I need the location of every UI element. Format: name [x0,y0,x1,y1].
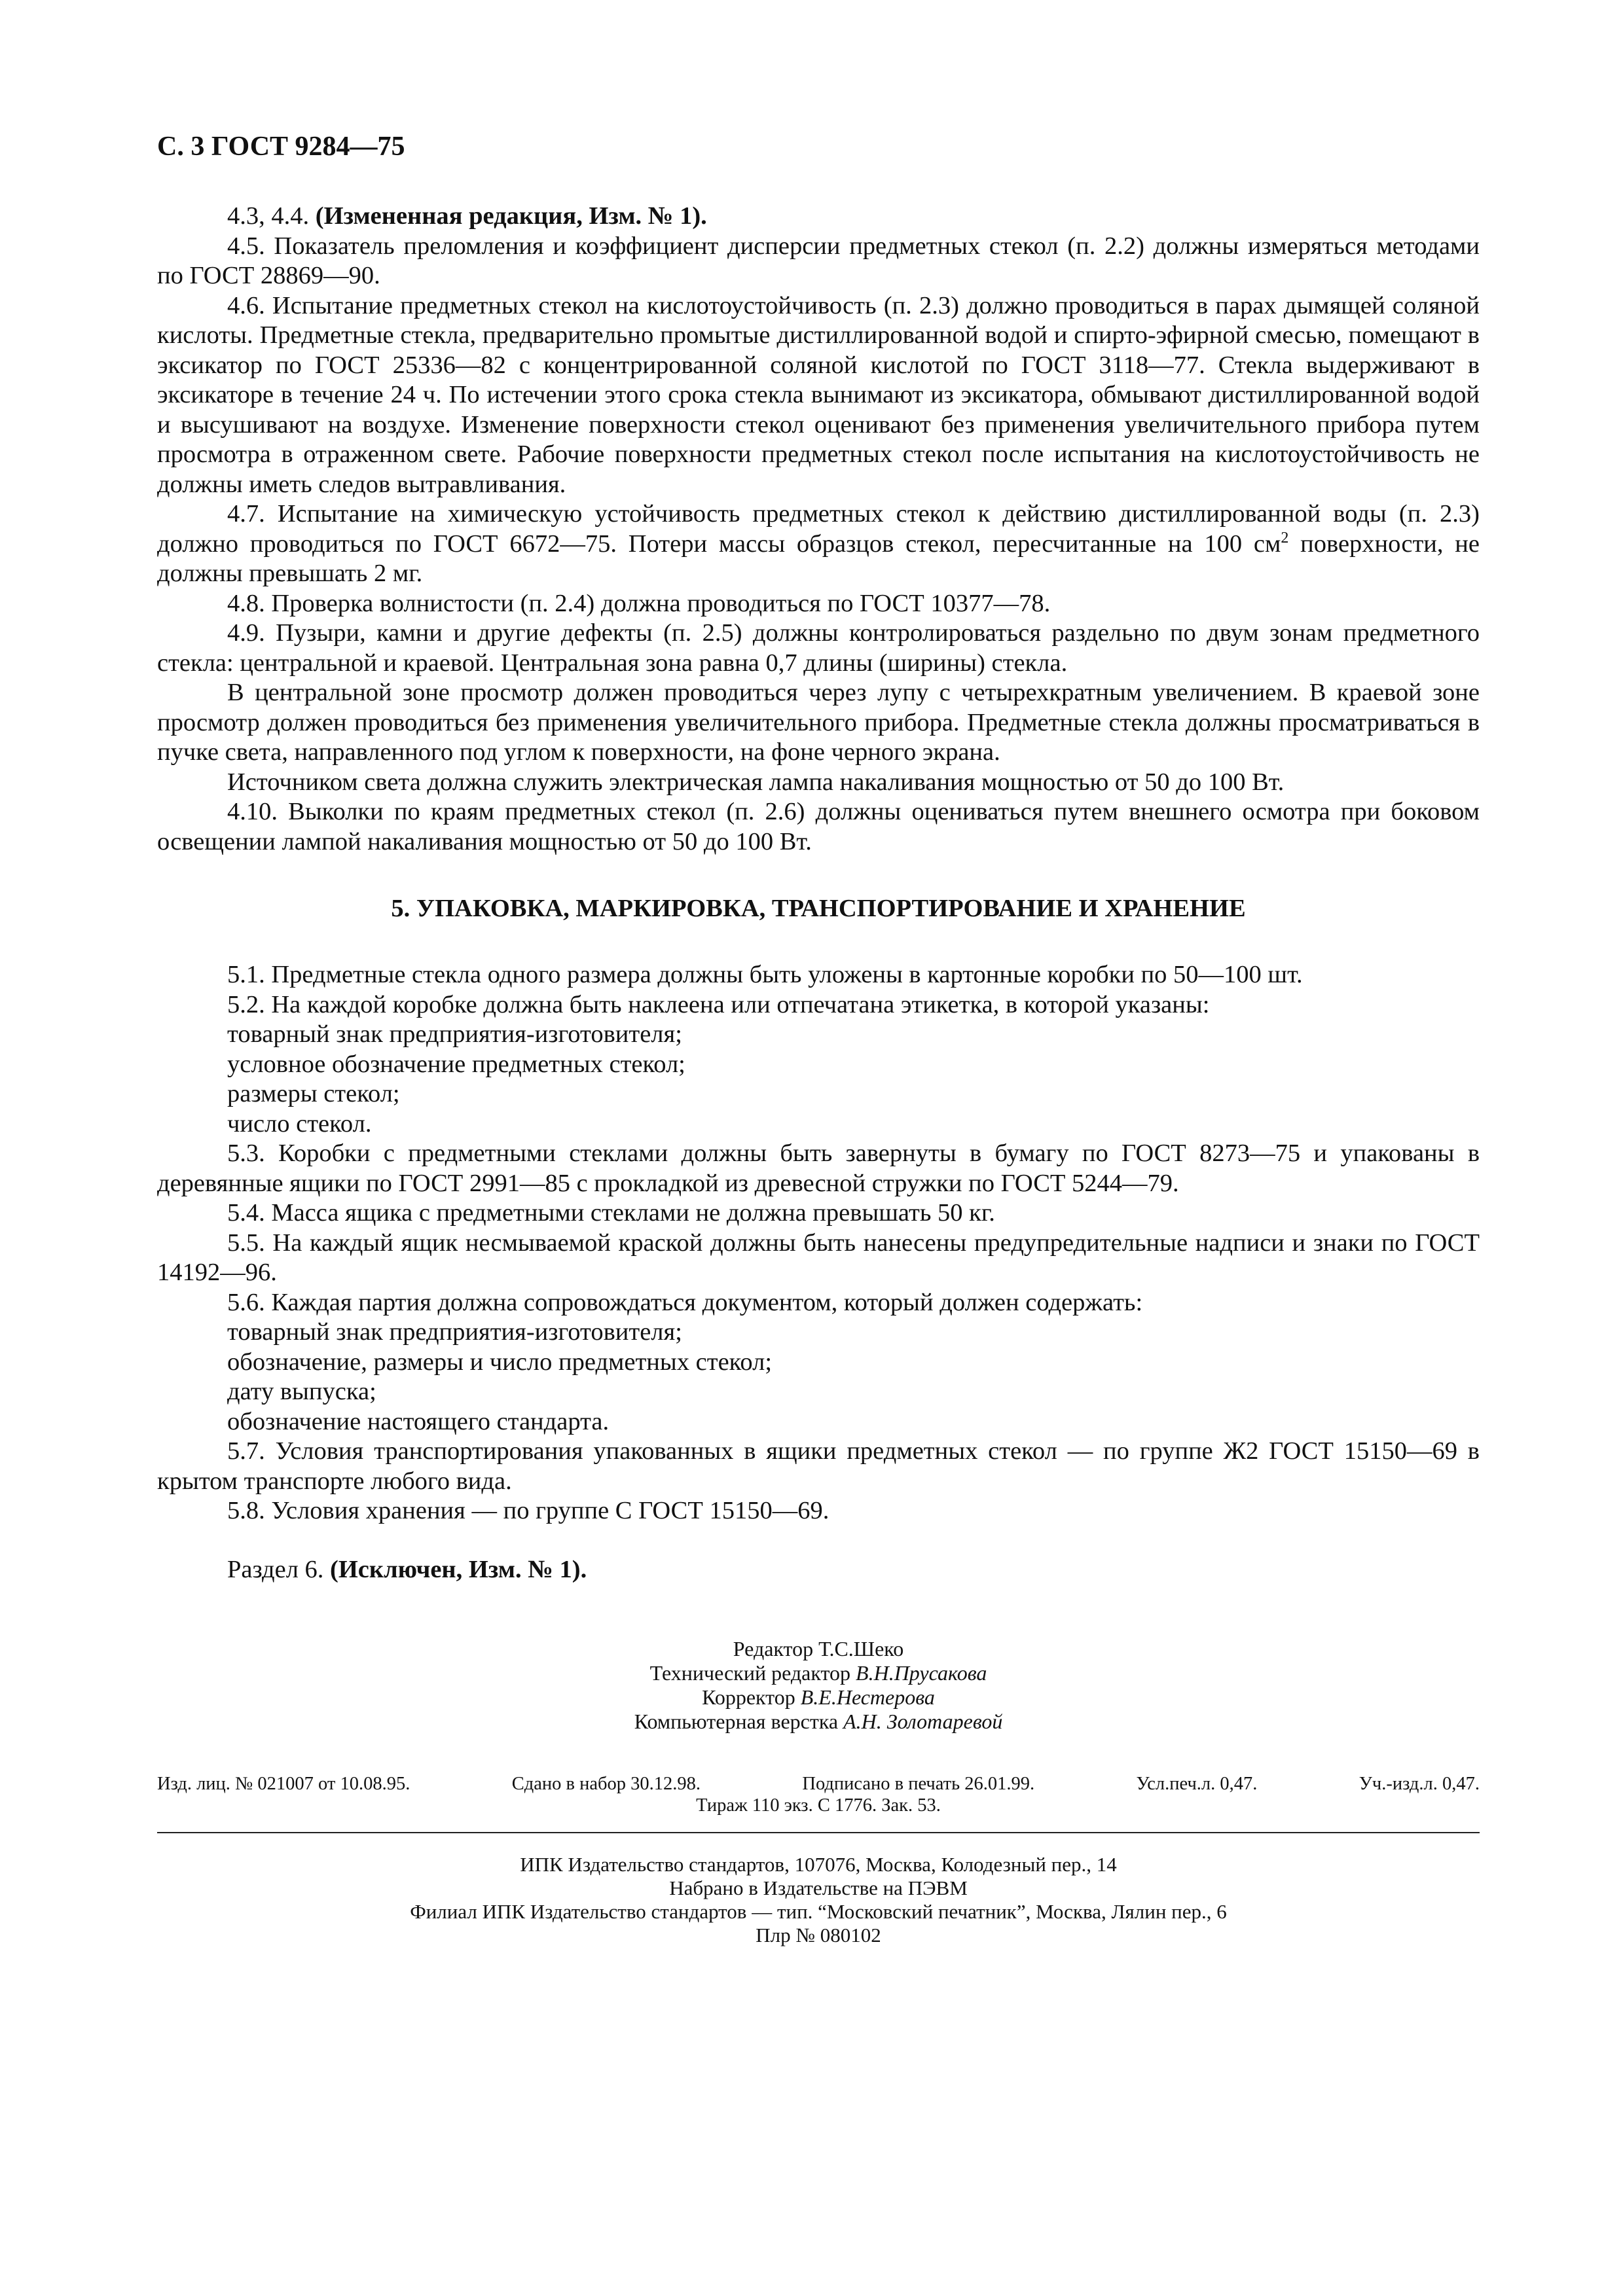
section-6-note [157,1555,1480,1585]
footer-line: ИПК Издательство стандартов, 107076, Москва, Колодезный пер., 14 [520,1853,1117,1876]
credit-name: Т.С.Шеко [818,1637,904,1660]
paragraph-4-8: 4.8. Проверка волнистости (п. 2.4) должна проводиться по ГОСТ 10377—78. [227,589,1051,617]
paragraph-5-6: 5.6. Каждая партия должна сопровождаться документом, который должен содержать: [227,1288,1143,1316]
footer-line: Филиал ИПК Издательство стандартов — тип. “Московский печатник”, Москва, Лялин пер., 6 [410,1900,1227,1923]
imprint-circulation: Тираж 110 экз. С 1776. Зак. 53. [696,1795,941,1816]
paragraph-5-2: 5.2. На каждой коробке должна быть наклеена или отпечатана этикетка, в которой указаны: [227,990,1210,1018]
superscript: 2 [1281,529,1289,547]
imprint-typeset-date: Сдано в набор 30.12.98. [511,1774,701,1794]
paragraph-5-7: 5.7. Условия транспортирования упакованных в ящики предметных стекол — по группе Ж2 ГОСТ 15150—69 в крытом транспорте любого вида. [157,1437,1480,1495]
section-5-title: 5. УПАКОВКА, МАРКИРОВКА, ТРАНСПОРТИРОВАНИЕ И ХРАНЕНИЕ [391,895,1246,922]
footer-line: Набрано в Издательстве на ПЭВМ [669,1876,968,1899]
paragraph-4-10: 4.10. Выколки по краям предметных стекол (п. 2.6) должны оцениваться путем внешнего осмотра при боковом освещении лампой накаливания мощностью от 50 до 100 Вт. [157,798,1480,855]
list-item: число стекол. [227,1109,372,1138]
credit-layout [157,1710,1480,1734]
list-item: товарный знак предприятия-изготовителя; [227,1020,682,1048]
spacer [157,1526,1480,1555]
imprint-publisher-sheets: Уч.-изд.л. 0,47. [1359,1774,1480,1794]
text: поверхности, не должны превышать 2 мг. [157,529,1480,587]
section-6-label: Раздел 6. [227,1555,331,1583]
paragraph-central-zone: В центральной зоне просмотр должен проводиться через лупу с четырехкратным увеличением. В краевой зоне просмотр должен проводиться без применения увеличительного прибора. Предметные стекла должны просматриваться в пучке света, направленного под углом к поверхности, на фоне черного экрана. [157,679,1480,766]
imprint-license: Изд. лиц. № 021007 от 10.08.95. [157,1774,410,1794]
imprint-block [157,1773,1480,1816]
paragraph-5-3: 5.3. Коробки с предметными стеклами должны быть завернуты в бумагу по ГОСТ 8273—75 и упакованы в деревянные ящики по ГОСТ 2991—85 с прокладкой из древесной стружки по ГОСТ 5244—79. [157,1139,1480,1197]
paragraph-4-7 [157,499,1480,589]
amendment-note: (Исключен, Изм. № 1). [330,1555,587,1583]
list-item: размеры стекол; [227,1080,400,1107]
credit-proofreader [157,1685,1480,1710]
list-item: обозначение настоящего стандарта. [227,1407,610,1435]
credits-block [157,1637,1480,1734]
paragraph-5-1: 5.1. Предметные стекла одного размера должны быть уложены в картонные коробки по 50—100 шт. [227,961,1303,988]
paragraph-4-5: 4.5. Показатель преломления и коэффициент дисперсии предметных стекол (п. 2.2) должны измеряться методами по ГОСТ 28869—90. [157,232,1480,289]
paragraph-5-5: 5.5. На каждый ящик несмываемой краской должны быть нанесены предупредительные надписи и знаки по ГОСТ 14192—96. [157,1229,1480,1286]
paragraph-light-source: Источником света должна служить электрическая лампа накаливания мощностью от 50 до 100 Вт. [227,768,1285,796]
amendment-note: (Измененная редакция, Изм. № 1). [315,202,707,230]
list-item: обозначение, размеры и число предметных стекол; [227,1348,773,1376]
list-item: товарный знак предприятия-изготовителя; [227,1318,682,1346]
paragraph-4-9: 4.9. Пузыри, камни и другие дефекты (п. 2.5) должны контролироваться раздельно по двум зонам предметного стекла: центральной и краевой. Центральная зона равна 0,7 длины (ширины) стекла. [157,619,1480,677]
credit-role: Корректор [702,1685,801,1709]
publisher-footer [157,1853,1480,1947]
credit-role: Технический редактор [649,1661,856,1685]
imprint-print-date: Подписано в печать 26.01.99. [802,1774,1035,1794]
text: 4.7. Испытание на химическую устойчивость предметных стекол к действию дистиллированной воды (п. 2.3) должно проводиться по ГОСТ 6672—75. Потери массы образцов стекол, пересчитанные на 100 см [157,500,1480,558]
divider [157,1832,1480,1833]
credit-role: Редактор [733,1637,819,1660]
list-item: дату выпуска; [227,1378,376,1405]
credit-name: В.Н.Прусакова [856,1661,987,1685]
imprint-print-sheets: Усл.печ.л. 0,47. [1136,1774,1258,1794]
clause-number: 4.3, 4.4. [227,202,316,230]
document-page [157,131,1480,1947]
paragraph-5-4: 5.4. Масса ящика с предметными стеклами не должна превышать 50 кг. [227,1199,995,1227]
credit-name: А.Н. Золотаревой [843,1710,1003,1733]
credit-role: Компьютерная верстка [634,1710,844,1733]
paragraph-4-6: 4.6. Испытание предметных стекол на кислотоустойчивость (п. 2.3) должно проводиться в парах дымящей соляной кислоты. Предметные стекла, предварительно промытые дистиллированной водой и спирто-эфирной смесью, помещают в эксикатор по ГОСТ 25336—82 с концентрированной соляной кислотой по ГОСТ 3118—77. Стекла выдерживают в эксикаторе в течение 24 ч. По истечении этого срока стекла вынимают из эксикатора, обмывают дистиллированной водой и высушивают на воздухе. Изменение поверхности стекол оценивают без применения увеличительного прибора путем просмотра в отраженном свете. Рабочие поверхности предметных стекол после испытания на кислотоустойчивость не должны иметь следов вытравливания. [157,291,1480,498]
imprint-row [157,1773,1480,1795]
paragraph-4-3 [157,202,1480,232]
paragraph-5-8: 5.8. Условия хранения — по группе С ГОСТ 15150—69. [227,1497,830,1524]
credit-editor [157,1637,1480,1661]
footer-line: Плр № 080102 [756,1924,881,1946]
list-item: условное обозначение предметных стекол; [227,1050,685,1078]
credit-technical-editor [157,1661,1480,1685]
credit-name: В.Е.Нестерова [800,1685,935,1709]
page-header: С. 3 ГОСТ 9284—75 [157,132,405,162]
